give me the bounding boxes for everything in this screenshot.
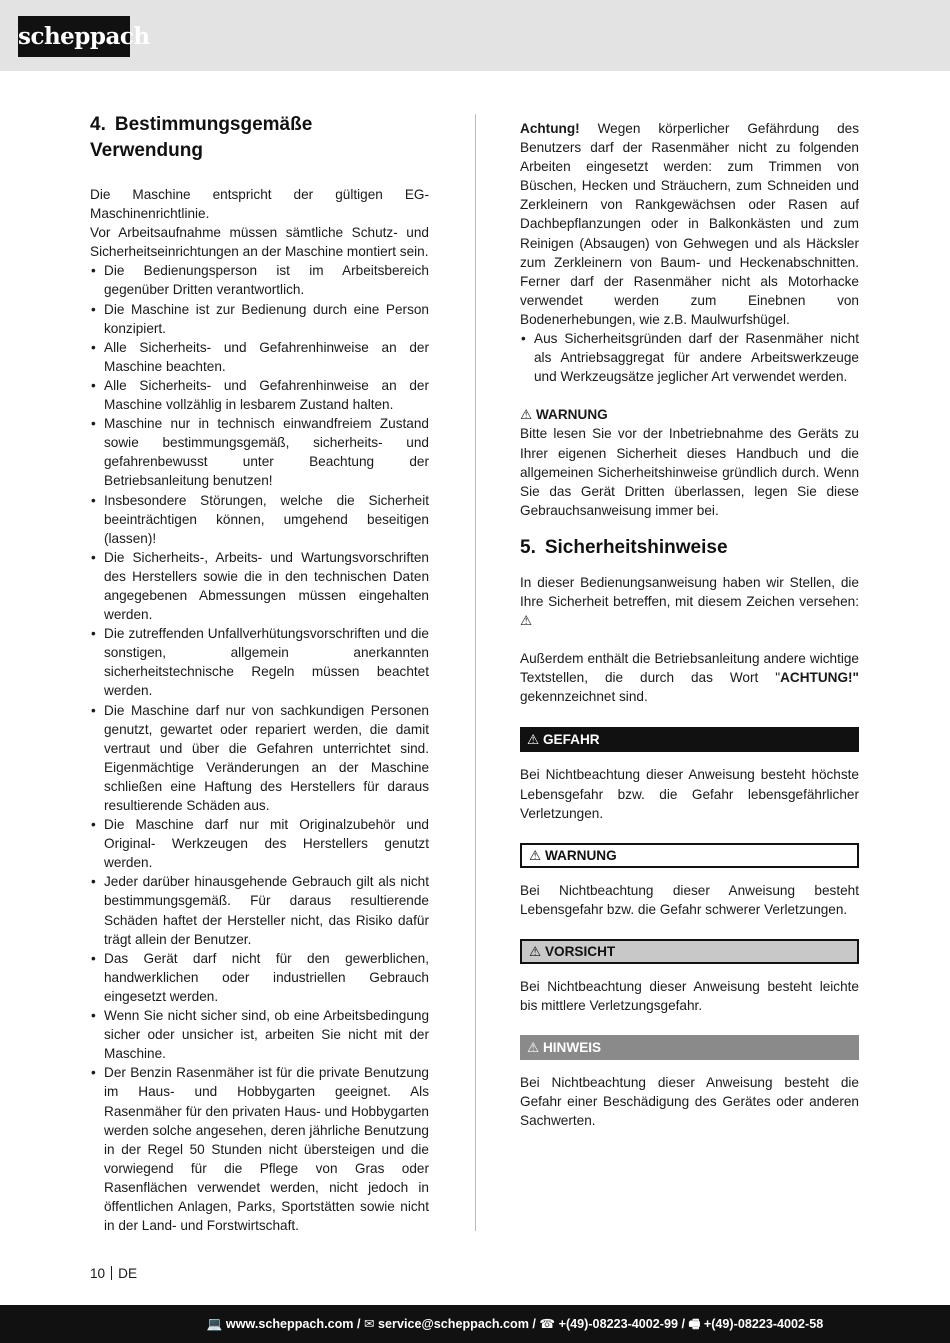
list-item: • Das Gerät darf nicht für den gewerblichen, handwerklichen oder industriellen Gebrauch eingesetzt werden. [90,949,429,1006]
list-item: • Die Maschine ist zur Bedienung durch eine Person konzipiert. [90,300,429,338]
warning-label-box: ⚠ WARNUNG [520,843,859,868]
page-number-separator [111,1266,112,1280]
notice-description: Bei Nichtbeachtung dieser Anweisung besteht die Gefahr einer Beschädigung des Gerätes oder anderen Sachwerten. [520,1075,859,1129]
list-item: • Die Maschine darf nur von sachkundigen Personen genutzt, gewartet oder repariert werden, die damit vertraut und über die Gefahren unterrichtet sind. Eigenmächtige Veränderungen an der Maschine schließen eine Haftung des Herstellers für daraus resultierende Schäden aus. [90,701,429,816]
achtung-text: Wegen körperlicher Gefährdung des Benutzers darf der Rasenmäher nicht zu folgenden Arbeiten eingesetzt werden: zum Trimmen von Büschen, Hecken und Sträuchern, zum Schneiden und Zerkleinern von Rankgewächsen oder Rasen auf Dachbepflanzungen oder in Balkonkästen und zum Reinigen (Absaugen) von Gehwegen und als Häcksler zum Zerkleinern von Baum- und Heckenabschnitten. Ferner darf der Rasenmäher nicht als Motorhacke verwendet werden zum Einebnen von Bodenerhebungen, wie z.B. Maulwurfshügel. [520,121,859,327]
danger-description: Bei Nichtbeachtung dieser Anweisung besteht höchste Lebensgefahr bzw. die Gefahr lebensgefährlicher Verletzungen. [520,767,859,821]
warning-description: Bei Nichtbeachtung dieser Anweisung besteht Lebensgefahr bzw. die Gefahr schwerer Verletzungen. [520,882,859,917]
left-column [90,112,429,1235]
achtung-paragraph [520,119,859,329]
list-item: • Die Maschine darf nur mit Originalzubehör und Original- Werkzeugen des Herstellers genutzt werden. [90,815,429,872]
scheppach-logo: scheppach [18,16,130,57]
list-item: • Aus Sicherheitsgründen darf der Rasenmäher nicht als Antriebsaggregat für andere Arbeitswerkzeuge und Werkzeugsätze jeglicher Art verwendet werden. [520,329,859,386]
list-item: • Alle Sicherheits- und Gefahrenhinweise an der Maschine vollzählig in lesbarem Zustand halten. [90,376,429,414]
warning-triangle-icon: ⚠ [520,407,533,423]
list-item: • Wenn Sie nicht sicher sind, ob eine Arbeitsbedingung sicher oder unsicher ist, arbeiten Sie nicht mit der Maschine. [90,1006,429,1063]
intro-2-text-end: gekennzeichnet sind. [520,689,648,705]
column-divider [475,114,476,1231]
contact-footer: 💻 www.scheppach.com / ✉ service@scheppach.com / ☎ +(49)-08223-4002-99 / 🖷 +(49)-08223-4002-58 [0,1305,950,1343]
list-item: • Die Bedienungsperson ist im Arbeitsbereich gegenüber Dritten verantwortlich. [90,261,429,299]
danger-label-box: ⚠ GEFAHR [520,727,859,752]
caution-description: Bei Nichtbeachtung dieser Anweisung besteht leichte bis mittlere Verletzungsgefahr. [520,978,859,1013]
section-4-heading [90,112,429,164]
intro-paragraph-2: Vor Arbeitsaufnahme müssen sämtliche Schutz- und Sicherheitseinrichtungen an der Maschine montiert sein. [90,225,429,260]
list-item: • Alle Sicherheits- und Gefahrenhinweise an der Maschine beachten. [90,338,429,376]
section-5-title: Sicherheitshinweise [544,536,728,558]
list-item: • Maschine nur in technisch einwandfreiem Zustand sowie bestimmungsgemäß, sicherheits- und gefahrenbewusst unter Beachtung der Betriebsanleitung benutzen! [90,414,429,490]
intro-2-text-start: Außerdem enthält die Betriebsanleitung andere wichtige Textstellen, die durch das Wort " [520,651,859,686]
caution-label-box: ⚠ VORSICHT [520,939,859,964]
warning-heading [520,405,859,424]
section-4-title: Bestimmungsgemäße Verwendung [90,114,313,161]
section-5-intro-2 [520,649,859,706]
page-header [0,0,950,71]
achtung-keyword: ACHTUNG!" [780,670,859,686]
page-number-value: 10 [90,1266,106,1281]
section-5-number: 5. [520,536,536,558]
achtung-label: Achtung! [520,121,580,136]
warning-paragraph: Bitte lesen Sie vor der Inbetriebnahme des Geräts zu Ihrer eigenen Sicherheit dieses Handbuch und die allgemeinen Sicherheitshinweise gründlich durch. Wenn Sie das Gerät Dritten überlassen, legen Sie diese Gebrauchsanweisung immer bei. [520,426,859,518]
warning-heading-text: WARNUNG [535,407,608,423]
list-item: • Die zutreffenden Unfallverhütungsvorschriften und die sonstigen, allgemein anerkannten sicherheitstechnische Regeln müssen beachtet werden. [90,624,429,700]
page-number [90,1265,137,1283]
intro-paragraph-1: Die Maschine entspricht der gültigen EG-Maschinenrichtlinie. [90,187,429,222]
list-item: • Jeder darüber hinausgehende Gebrauch gilt als nicht bestimmungsgemäß. Für daraus resultierende Schäden haftet der Hersteller nicht, das Risiko dafür trägt allein der Benutzer. [90,872,429,948]
right-column [520,119,859,1130]
section-5-heading [520,535,859,561]
list-item: • Die Sicherheits-, Arbeits- und Wartungsvorschriften des Herstellers sowie die in den technischen Daten angegebenen Abmessungen müssen eingehalten werden. [90,548,429,624]
usage-bullet-list [90,261,429,1235]
list-item: • Der Benzin Rasenmäher ist für die private Benutzung im Haus- und Hobbygarten geeignet. Als Rasenmäher für den privaten Haus- und Hobbygarten werden solche angesehen, deren jährliche Benutzung in der Regel 50 Stunden nicht übersteigen und die vorwiegend für die Pflege von Gras oder Rasenflächen verwendet werden, nicht jedoch in öffentlichen Anlagen, Parks, Sportstätten sowie nicht in der Land- und Forstwirtschaft. [90,1063,429,1235]
section-5-intro-1: In dieser Bedienungsanweisung haben wir Stellen, die Ihre Sicherheit betreffen, mit diesem Zeichen versehen: ⚠ [520,574,859,629]
notice-label-box: ⚠ HINWEIS [520,1035,859,1060]
section-4-number: 4. [90,114,106,135]
list-item: • Insbesondere Störungen, welche die Sicherheit beeinträchtigen können, umgehend beseitigen (lassen)! [90,491,429,548]
achtung-bullet-list [520,329,859,386]
language-code: DE [118,1266,138,1281]
